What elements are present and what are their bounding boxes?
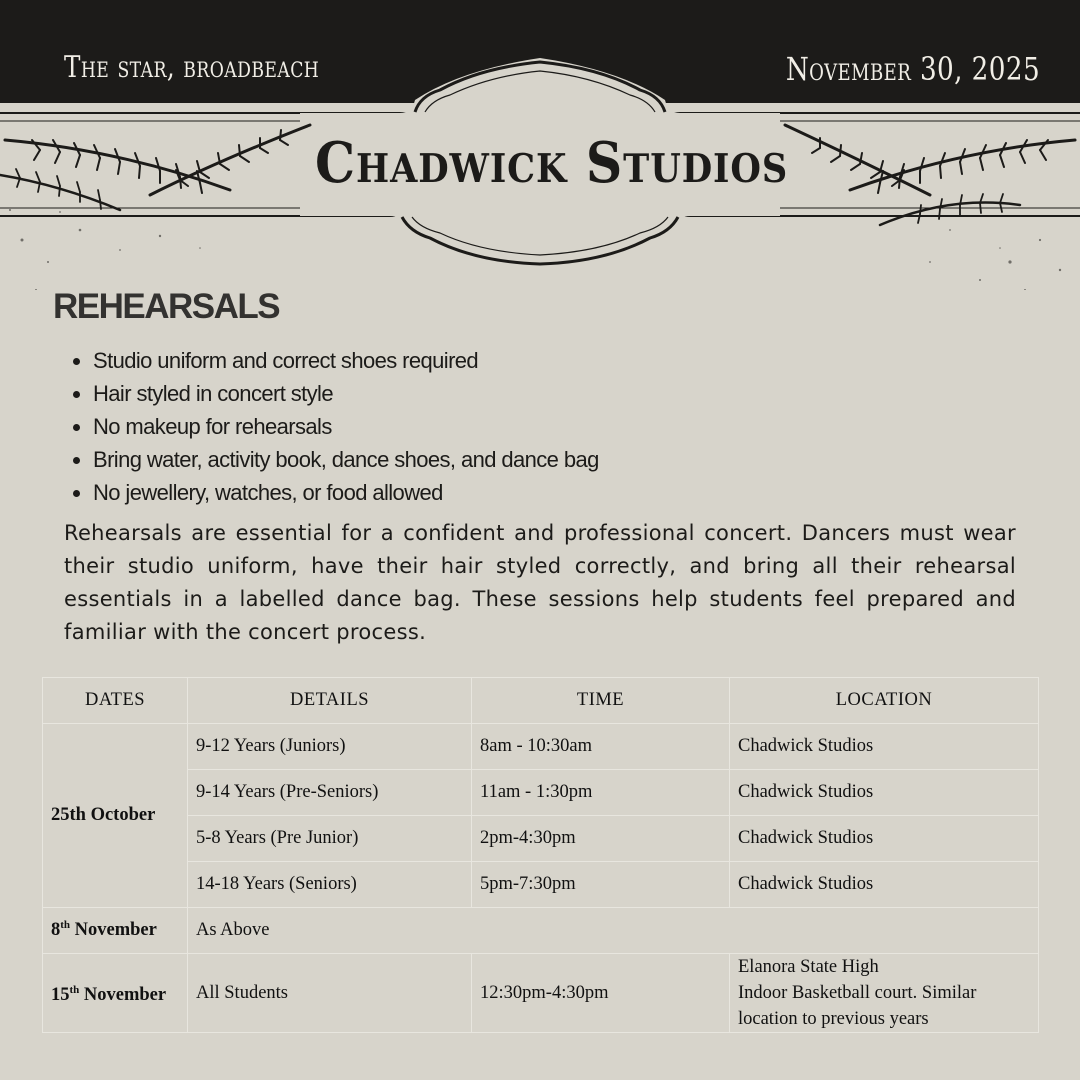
column-header: DATES [43, 678, 188, 724]
details-cell: 9-14 Years (Pre-Seniors) [188, 770, 472, 816]
time-cell: 8am - 10:30am [472, 724, 730, 770]
details-cell: 14-18 Years (Seniors) [188, 862, 472, 908]
list-item: • Bring water, activity book, dance shoes, and dance bag [93, 443, 599, 476]
studio-name: Chadwick Studios [315, 130, 789, 196]
column-header: TIME [472, 678, 730, 724]
table-row [43, 954, 1039, 1033]
date-suffix: th [60, 919, 71, 932]
list-item: • No makeup for rehearsals [93, 410, 599, 443]
table-row [43, 724, 1039, 770]
time-cell: 12:30pm-4:30pm [472, 954, 730, 1033]
location-cell: Chadwick Studios [730, 724, 1039, 770]
right-fern-icon [785, 125, 1075, 225]
table-row [43, 816, 1039, 862]
details-cell: 5-8 Years (Pre Junior) [188, 816, 472, 862]
list-item: • Hair styled in concert style [93, 377, 599, 410]
table-row [43, 908, 1039, 954]
location-line: Elanora State High [738, 957, 879, 977]
date-month: November [83, 985, 167, 1006]
date-cell [43, 908, 188, 954]
location-cell [730, 954, 1039, 1033]
column-header: LOCATION [730, 678, 1039, 724]
location-cell: Chadwick Studios [730, 816, 1039, 862]
event-date: November 30, 2025 [785, 50, 1040, 88]
date-day: 8 [51, 920, 61, 941]
location-line: location to previous years [738, 1009, 929, 1029]
intro-paragraph: Rehearsals are essential for a confident and professional concert. Dancers must wear their studio uniform, have their hair styled correctly, and bring all their rehearsal essentials in a labelled dance bag. These sessions help students feel prepared and familiar with the concert process. [64, 521, 1016, 644]
location-line: Indoor Basketball court. Similar [738, 983, 977, 1003]
date-cell: 25th October [43, 724, 188, 908]
details-cell: As Above [188, 908, 1039, 954]
date-cell [43, 954, 188, 1033]
details-cell: 9-12 Years (Juniors) [188, 724, 472, 770]
venue-label: The star, broadbeach [64, 50, 320, 85]
section-title: REHEARSALS [53, 287, 280, 326]
date-day: 15 [51, 985, 70, 1006]
time-cell: 11am - 1:30pm [472, 770, 730, 816]
list-item: • Studio uniform and correct shoes required [93, 344, 599, 377]
date-month: November [74, 920, 157, 941]
column-header: DETAILS [188, 678, 472, 724]
table-header-row [43, 678, 1039, 724]
table-row [43, 770, 1039, 816]
left-fern-icon [0, 125, 310, 210]
location-cell: Chadwick Studios [730, 770, 1039, 816]
details-cell: All Students [188, 954, 472, 1033]
schedule-table [42, 677, 1039, 1033]
location-cell: Chadwick Studios [730, 862, 1039, 908]
time-cell: 2pm-4:30pm [472, 816, 730, 862]
table-row [43, 862, 1039, 908]
date-suffix: th [69, 984, 80, 997]
requirements-list [64, 344, 599, 509]
time-cell: 5pm-7:30pm [472, 862, 730, 908]
list-item: • No jewellery, watches, or food allowed [93, 476, 599, 509]
